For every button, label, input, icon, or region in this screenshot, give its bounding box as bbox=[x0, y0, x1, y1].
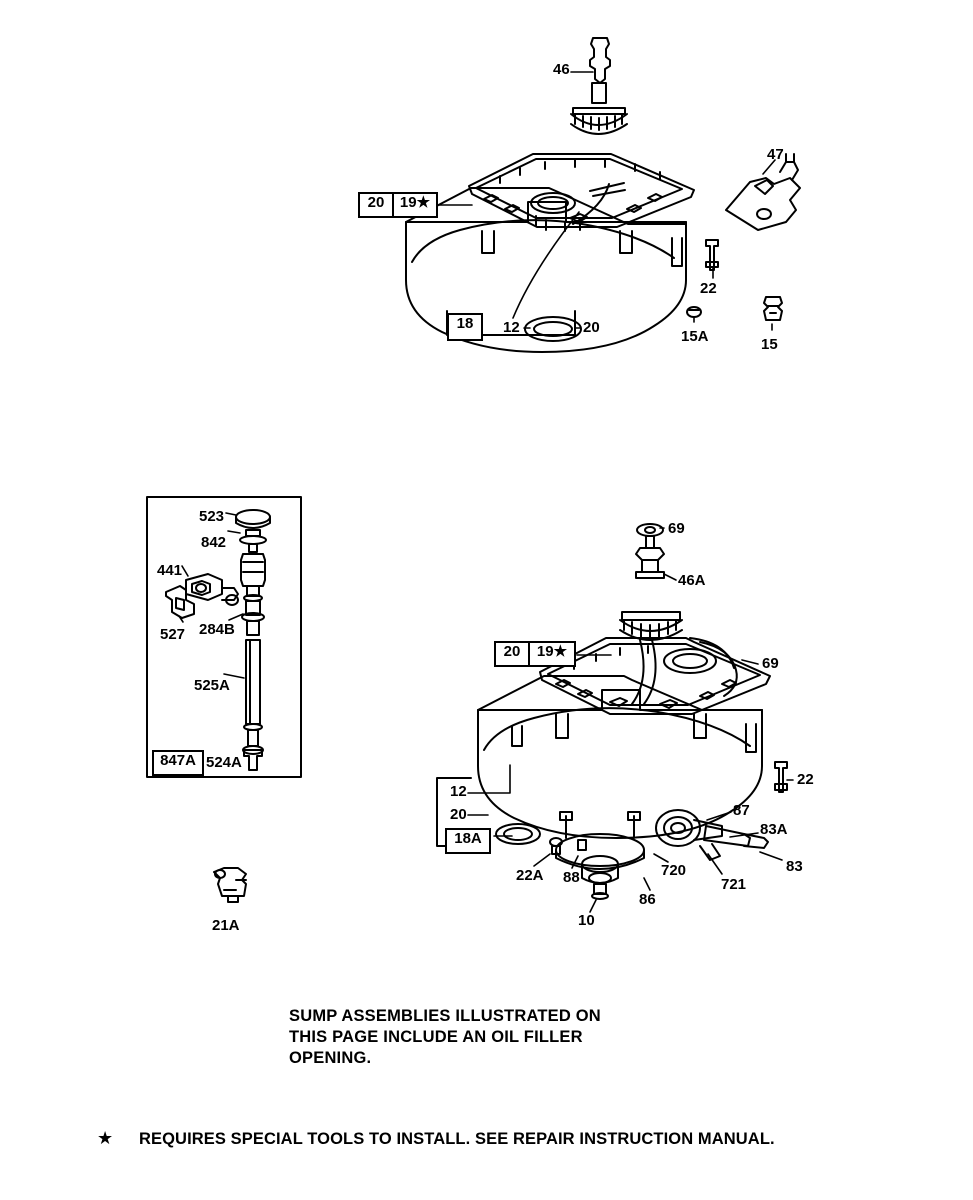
callout-15A: 15A bbox=[681, 328, 709, 345]
callout-525A: 525A bbox=[194, 677, 230, 694]
callout-46A: 46A bbox=[678, 572, 706, 589]
callout-721: 721 bbox=[721, 876, 747, 893]
oil-fill-plug-21A bbox=[214, 868, 246, 902]
footnote-text: REQUIRES SPECIAL TOOLS TO INSTALL. SEE REPAIR INSTRUCTION MANUAL. bbox=[139, 1130, 775, 1148]
callout-842: 842 bbox=[201, 534, 227, 551]
callout-20-upper: 20 bbox=[358, 192, 394, 218]
callout-20b-upper: 20 bbox=[583, 319, 600, 336]
upper-governor-47 bbox=[726, 154, 800, 230]
upper-oil-slinger-gear bbox=[571, 38, 627, 134]
upper-gasket-plate bbox=[469, 154, 694, 231]
callout-20-lower: 20 bbox=[494, 641, 530, 667]
callout-15: 15 bbox=[761, 336, 778, 353]
callout-524A: 524A bbox=[206, 754, 242, 771]
lower-oil-seal-18A bbox=[496, 824, 540, 844]
callout-69-side: 69 bbox=[762, 655, 779, 672]
callout-83: 83 bbox=[786, 858, 803, 875]
callout-19-upper: 19★ bbox=[392, 192, 438, 218]
lower-sump-body bbox=[478, 676, 762, 838]
callout-21A: 21A bbox=[212, 917, 240, 934]
callout-22-upper: 22 bbox=[700, 280, 717, 297]
lower-oil-slinger-69 bbox=[636, 524, 664, 578]
callout-284B: 284B bbox=[199, 621, 235, 638]
lower-bolt-22 bbox=[775, 762, 787, 792]
callout-47: 47 bbox=[767, 146, 784, 163]
dipstick-clamp-441 bbox=[186, 574, 238, 605]
upper-breather-15 bbox=[764, 297, 782, 320]
upper-seal-15A bbox=[687, 307, 701, 317]
sump-note-line-1: SUMP ASSEMBLIES ILLUSTRATED ON bbox=[289, 1007, 601, 1025]
callout-22-lower: 22 bbox=[797, 771, 814, 788]
callout-87: 87 bbox=[733, 802, 750, 819]
lower-leader-lines bbox=[468, 528, 793, 912]
callout-441: 441 bbox=[157, 562, 183, 579]
callout-69-top: 69 bbox=[668, 520, 685, 537]
callout-12-lower: 12 bbox=[450, 783, 467, 800]
callout-83A: 83A bbox=[760, 821, 788, 838]
callout-20-seal-lower: 20 bbox=[450, 806, 467, 823]
callout-847A: 847A bbox=[152, 750, 204, 776]
sump-note-line-3: OPENING. bbox=[289, 1049, 372, 1067]
sump-note-line-2: THIS PAGE INCLUDE AN OIL FILLER bbox=[289, 1028, 583, 1046]
callout-18A: 18A bbox=[445, 828, 491, 854]
callout-18: 18 bbox=[447, 313, 483, 341]
callout-523: 523 bbox=[199, 508, 225, 525]
callout-22A: 22A bbox=[516, 867, 544, 884]
upper-bolt-22 bbox=[706, 240, 718, 270]
footnote-star-icon: ★ bbox=[97, 1128, 114, 1148]
callout-88: 88 bbox=[563, 869, 580, 886]
callout-86: 86 bbox=[639, 891, 656, 908]
lower-oil-pump-83A bbox=[700, 826, 768, 860]
callout-46: 46 bbox=[553, 61, 570, 78]
callout-12-upper: 12 bbox=[503, 319, 520, 336]
callout-19-lower: 19★ bbox=[528, 641, 576, 667]
callout-10: 10 bbox=[578, 912, 595, 929]
callout-527: 527 bbox=[160, 626, 186, 643]
callout-720: 720 bbox=[661, 862, 687, 879]
dipstick-tube-assembly bbox=[236, 510, 270, 770]
dipstick-bracket-527 bbox=[166, 586, 194, 618]
